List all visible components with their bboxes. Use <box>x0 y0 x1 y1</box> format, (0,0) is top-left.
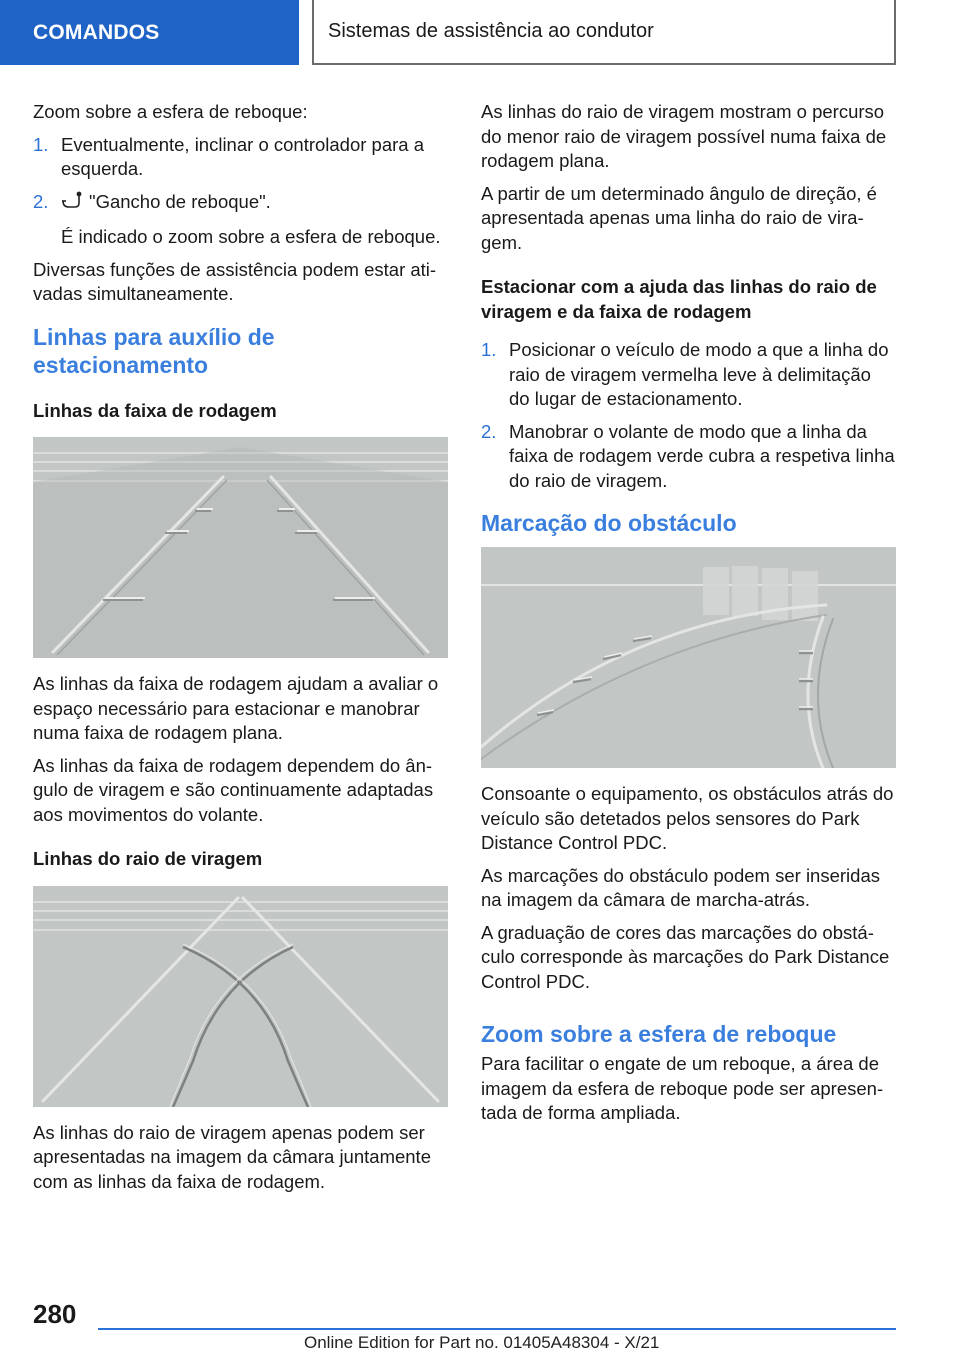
track-paragraph-2: As linhas da faixa de rodagem dependem do ângulo de viragem e são continuamente adaptadas aos movimentos do volante. <box>33 754 434 825</box>
chapter-title: Sistemas de assistência ao condutor <box>312 0 896 65</box>
heading-tow-zoom: Zoom sobre a esfera de reboque <box>481 1021 837 1047</box>
list-item <box>481 338 896 412</box>
step-text: Posicionar o veículo de modo a que a linha do raio de viragem vermelha leve à delimitação do lugar de estacionamento. <box>509 339 889 409</box>
step-text: "Gancho de reboque". <box>89 190 271 212</box>
page-number: 280 <box>33 1299 77 1329</box>
step-number: 2. <box>33 190 49 212</box>
step-result: É indicado o zoom sobre a esfera de reboque. <box>61 226 441 247</box>
subheading-turn-lines: Linhas do raio de viragem <box>33 848 263 869</box>
list-item <box>33 190 448 250</box>
list-item <box>481 420 896 494</box>
heading-parking-lines: Linhas para auxílio de estacionamento <box>33 323 275 378</box>
obstacle-paragraph-2: As marcações do obstáculo podem ser inseridas na imagem da câmara de marcha-atrás. <box>481 864 880 910</box>
simultaneous-paragraph: Diversas funções de assistência podem estar ativadas simultaneamente. <box>33 258 437 304</box>
turn-paragraph-2: As linhas do raio de viragem mostram o percurso do menor raio de viragem possível numa faixa de rodagem plana. <box>481 101 887 171</box>
step-number: 2. <box>481 420 497 442</box>
obstacle-figure <box>481 547 896 768</box>
step-text: Eventualmente, inclinar o controlador para a esquerda. <box>61 133 425 179</box>
turn-paragraph-3: A partir de um determinado ângulo de direção, é apresentada apenas uma linha do raio de viragem. <box>481 182 877 253</box>
tow-zoom-paragraph: Para facilitar o engate de um reboque, a área de imagem da esfera de reboque pode ser apresentada de forma ampliada. <box>481 1053 884 1123</box>
zoom-intro: Zoom sobre a esfera de reboque: <box>33 101 308 122</box>
left-column <box>33 100 448 1202</box>
step-number: 1. <box>33 133 49 155</box>
edition-text: Online Edition for Part no. 01405A48304 - X/21 <box>304 1333 660 1352</box>
heading-obstacle: Marcação do obstáculo <box>481 510 737 536</box>
section-tab: COMANDOS <box>0 0 299 65</box>
step-number: 1. <box>481 339 497 360</box>
subheading-track-lines: Linhas da faixa de rodagem <box>33 399 277 421</box>
turn-paragraph-1: As linhas do raio de viragem apenas podem ser apresentadas na imagem da câmara juntamente com as linhas da faixa de rodagem. <box>33 1121 431 1192</box>
subheading-parking: Estacionar com a ajuda das linhas do raio de viragem e da faixa de rodagem <box>481 276 877 322</box>
turn-lines-figure <box>33 886 448 1107</box>
zoom-steps <box>33 133 448 250</box>
footer-divider <box>98 1328 896 1330</box>
obstacle-paragraph-3: A graduação de cores das marcações do obstáculo corresponde às marcações do Park Distance Control PDC. <box>481 921 890 992</box>
tow-hook-icon <box>61 191 83 218</box>
list-item <box>33 133 448 182</box>
parking-steps <box>481 338 896 493</box>
step-text: Manobrar o volante de modo que a linha da faixa de rodagem verde cubra a respetiva linha do raio de viragem. <box>509 420 895 491</box>
right-column <box>481 100 896 1134</box>
track-paragraph-1: As linhas da faixa de rodagem ajudam a avaliar o espaço necessário para estacionar e manobrar numa faixa de rodagem plana. <box>33 673 439 743</box>
track-lines-figure <box>33 437 448 658</box>
obstacle-paragraph-1: Consoante o equipamento, os obstáculos atrás do veículo são detetados pelos sensores do Park Distance Control PDC. <box>481 783 894 853</box>
